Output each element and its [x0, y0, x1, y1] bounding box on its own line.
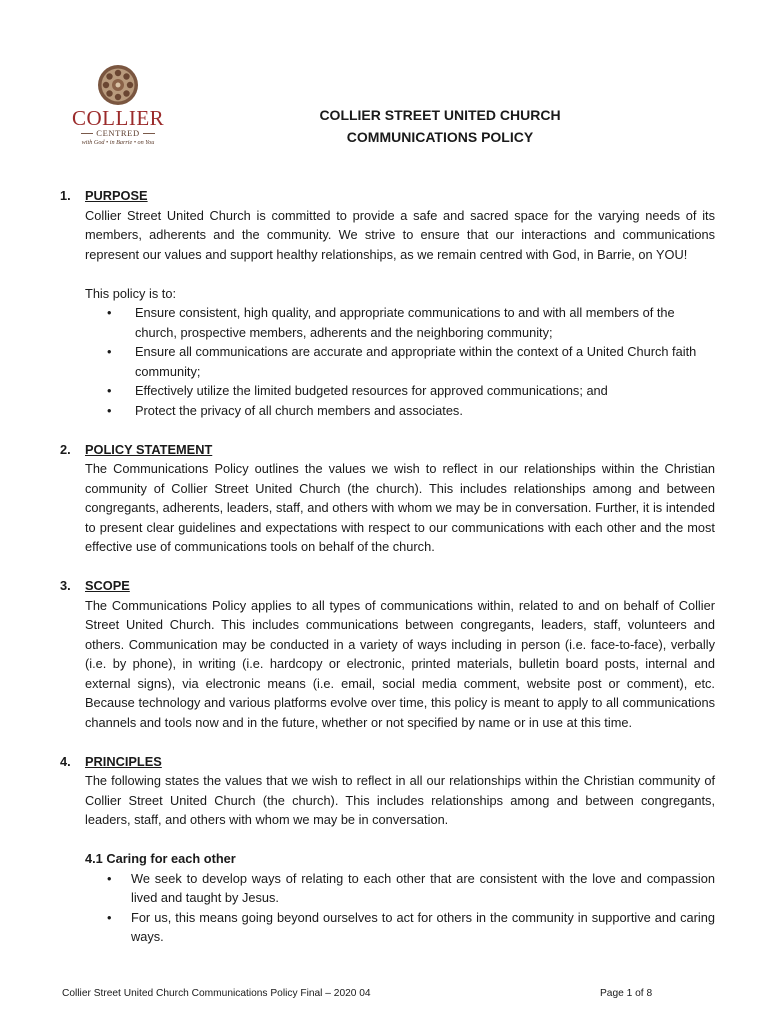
bullet-icon: • [107, 344, 112, 359]
section-number: 4. [60, 753, 71, 769]
document-body [60, 186, 715, 966]
list-item: • We seek to develop ways of relating to each other that are consistent with the love and compassion lived and taught by Jesus. [107, 870, 715, 905]
policy-intro: This policy is to: [85, 285, 177, 301]
principles-list [85, 869, 715, 947]
section-paragraph: The Communications Policy outlines the values we wish to reflect in our relationships within the Christian community of Collier Street United Church (the church). This includes relationships among and between congregants, adherents, leaders, staff, and others with whom we may be in conversation. Further, it is intended to present clear guidelines and expectations with respect to our communications with each other and the most effective use of communications tools on behalf of the church. [85, 461, 715, 554]
bullet-icon: • [107, 402, 112, 418]
subsection-heading: 4.1 Caring for each other [85, 851, 236, 866]
list-item: • For us, this means going beyond ourselves to act for others in the community in supportive and caring ways. [107, 909, 715, 944]
section-number: 1. [60, 188, 71, 203]
bullet-icon: • [107, 383, 112, 398]
purpose-list [85, 303, 715, 420]
section-number: 3. [60, 578, 71, 593]
section-paragraph: Collier Street United Church is committed to provide a safe and sacred space for the varying needs of its members, adherents and the community. We strive to ensure that our interactions and communications represent our values and support healthy relationships, as we remain centred with God, in Barrie, on YOU! [85, 207, 715, 262]
bullet-icon: • [107, 870, 112, 886]
footer-document-name: Collier Street United Church Communications Policy Final – 2020 04 [62, 988, 371, 999]
church-logo [72, 64, 164, 156]
list-item: • Ensure all communications are accurate and appropriate within the context of a United Church faith community; [107, 344, 697, 379]
logo-tagline: with God • in Barrie • on You [81, 139, 155, 146]
section-purpose [60, 186, 715, 420]
section-paragraph: The Communications Policy applies to all types of communications within, related to and on behalf of Collier Street United Church. This includes communications between congregants, leaders, staff, volunteers and others. Communication may be conducted in a variety of ways including in person (i.e. face-to-face), verbally (i.e. by phone), in writing (i.e. hardcopy or electronic, printed materials, bulletin board posts, internal and external signs), via electronic means (i.e. email, social media comment, website post or comment), etc. Because technology and various platforms evolve over time, this policy is meant to apply to all communications channels and tools now and in the future, whether or not specified by name or in use at this time. [85, 597, 715, 730]
bullet-icon: • [107, 305, 112, 320]
section-paragraph: The following states the values that we wish to reflect in all our relationships within the Christian community of Collier Street United Church (the church). This includes relationships among and between congregants, leaders, staff, and others with whom we may be in conversation. [85, 773, 715, 827]
bullet-icon: • [107, 909, 112, 925]
list-item: • Protect the privacy of all church members and associates. [135, 401, 715, 421]
logo-subtitle-text: CENTRED [96, 128, 140, 138]
section-heading: PRINCIPLES [85, 753, 162, 769]
section-heading: SCOPE [85, 578, 130, 593]
section-policy-statement [60, 440, 715, 557]
section-scope [60, 576, 715, 732]
section-principles [60, 752, 715, 947]
section-heading: PURPOSE [85, 188, 148, 203]
document-title-line1: COLLIER STREET UNITED CHURCH [319, 107, 561, 123]
rose-window-icon [97, 64, 139, 106]
section-heading: POLICY STATEMENT [85, 441, 213, 457]
document-title-line2: COMMUNICATIONS POLICY [346, 129, 534, 145]
list-item: • Effectively utilize the limited budgeted resources for approved communications; and [135, 381, 715, 401]
list-item: • Ensure consistent, high quality, and appropriate communications to and with all members of the church, prospective members, adherents and the neighboring community; [107, 305, 675, 340]
section-number: 2. [60, 441, 71, 457]
footer-page-number: Page 1 of 8 [600, 988, 653, 999]
logo-wordmark: COLLIER [72, 106, 165, 130]
